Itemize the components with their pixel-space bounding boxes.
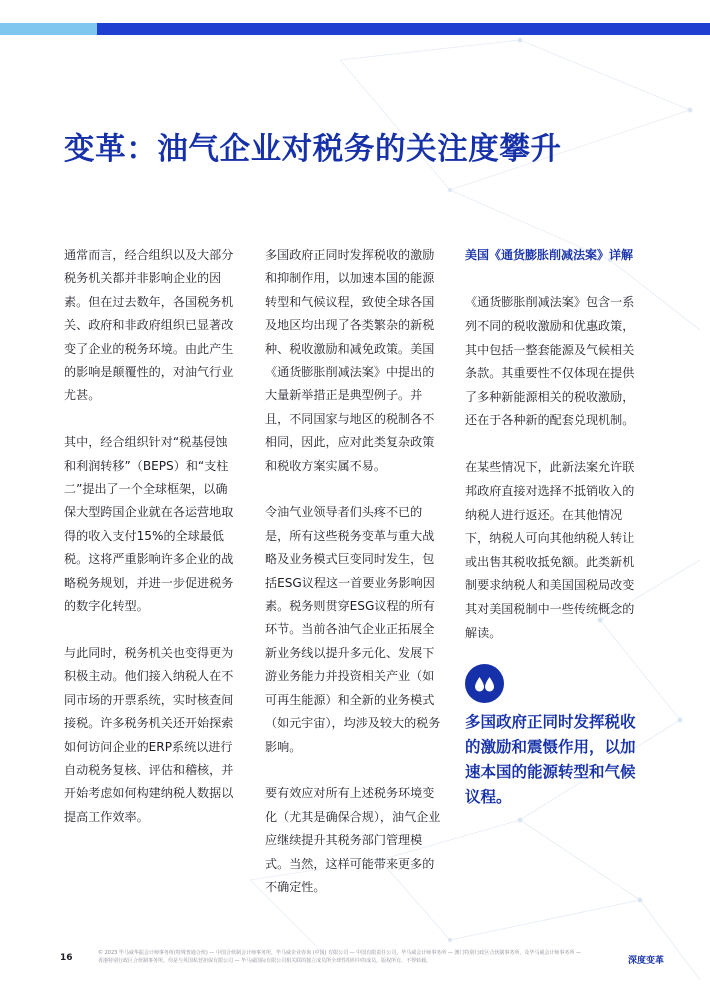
body-column-1 [64, 244, 239, 853]
body-column-2 [265, 244, 445, 923]
sidebar-ira-explainer [465, 244, 643, 669]
paragraph: 其中，经合组织针对“税基侵蚀和利润转移”（BEPS）和“支柱二”提出了一个全球框架，以确保大型跨国企业就在各运营地取得的收入支付15%的全球最低税。这将严重影响许多企业的战略税务规划，并进一步促进税务的数字化转型。 [64, 435, 234, 614]
paragraph: 通常而言，经合组织以及大部分税务机关都并非影响企业的因素。但在过去数年，各国税务机关、政府和非政府组织已显著改变了企业的税务环境。由此产生的影响是颠覆性的，对油气行业尤甚。 [64, 248, 234, 403]
quote-icon [465, 664, 504, 703]
paragraph: 令油气业领导者们头疼不已的是，所有这些税务变革与重大战略及业务模式巨变同时发生，包括ESG议程这一首要业务影响因素。税务则贯穿ESG议程的所有环节。当前各油气企业正拓展全新业务线以提升多元化、发展下游业务能力并投资相关产业（如可再生能源）和全新的业务模式（如元宇宙），均涉及较大的税务影响。 [265, 505, 441, 754]
page-title: 变革：油气企业对税务的关注度攀升 [64, 132, 562, 167]
paragraph: 在某些情况下，此新法案允许联邦政府直接对选择不抵销收入的纳税人进行返还。在其他情况下，纳税人可向其他纳税人转让或出售其税收抵免额。此类新机制要求纳税人和美国国税局改变其对美国税制中一些传统概念的解读。 [465, 460, 635, 640]
paragraph: 与此同时，税务机关也变得更为积极主动。他们接入纳税人在不同市场的开票系统，实时核查间接税。许多税务机关还开始探索如何访问企业的ERP系统以进行自动税务复核、评估和稽核，并开始考虑如何构建纳税人数据以提高工作效率。 [64, 645, 234, 824]
paragraph: 多国政府正同时发挥税收的激励和抑制作用，以加速本国的能源转型和气候议程，致使全球各国及地区均出现了各类繁杂的新税种、税收激励和减免政策。美国《通货膨胀削减法案》中提出的大量新举措正是典型例子。并且，不同国家与地区的税制各不相同，因此，应对此类复杂政策和税收方案实属不易。 [265, 248, 435, 473]
copyright-notice: © 2023 毕马威华振会计师事务所(特殊普通合伙) — 中国合伙制会计师事务所，毕马威企业咨询 (中国) 有限公司 — 中国有限责任公司，毕马威会计师事务所 — 澳门特别行政区合伙制事务所，及毕马威会计师事务所 — 香港特别行政区合伙制事务所，均是与英国私营担保有限公司 — 毕马威国际有限公司相关联的独立成员所全球性组织中的成员。版权所有，不得转载。 [98, 950, 582, 964]
paragraph: 要有效应对所有上述税务环境变化（尤其是确保合规），油气企业应继续提升其税务部门管理模式。当然，这样可能带来更多的不确定性。 [265, 786, 441, 894]
section-label: 深度变革 [628, 956, 665, 966]
paragraph: 《通货膨胀削减法案》包含一系列不同的税收激励和优惠政策，其中包括一整套能源及气候相关条款。其重要性不仅体现在提供了多种新能源相关的税收激励，还在于各种新的配套兑现机制。 [465, 295, 635, 428]
pull-quote: 多国政府正同时发挥税收的激励和震慑作用，以加速本国的能源转型和气候议程。 [465, 713, 636, 806]
page-number: 16 [60, 953, 73, 963]
sidebar-heading: 美国《通货膨胀削减法案》详解 [465, 248, 634, 262]
